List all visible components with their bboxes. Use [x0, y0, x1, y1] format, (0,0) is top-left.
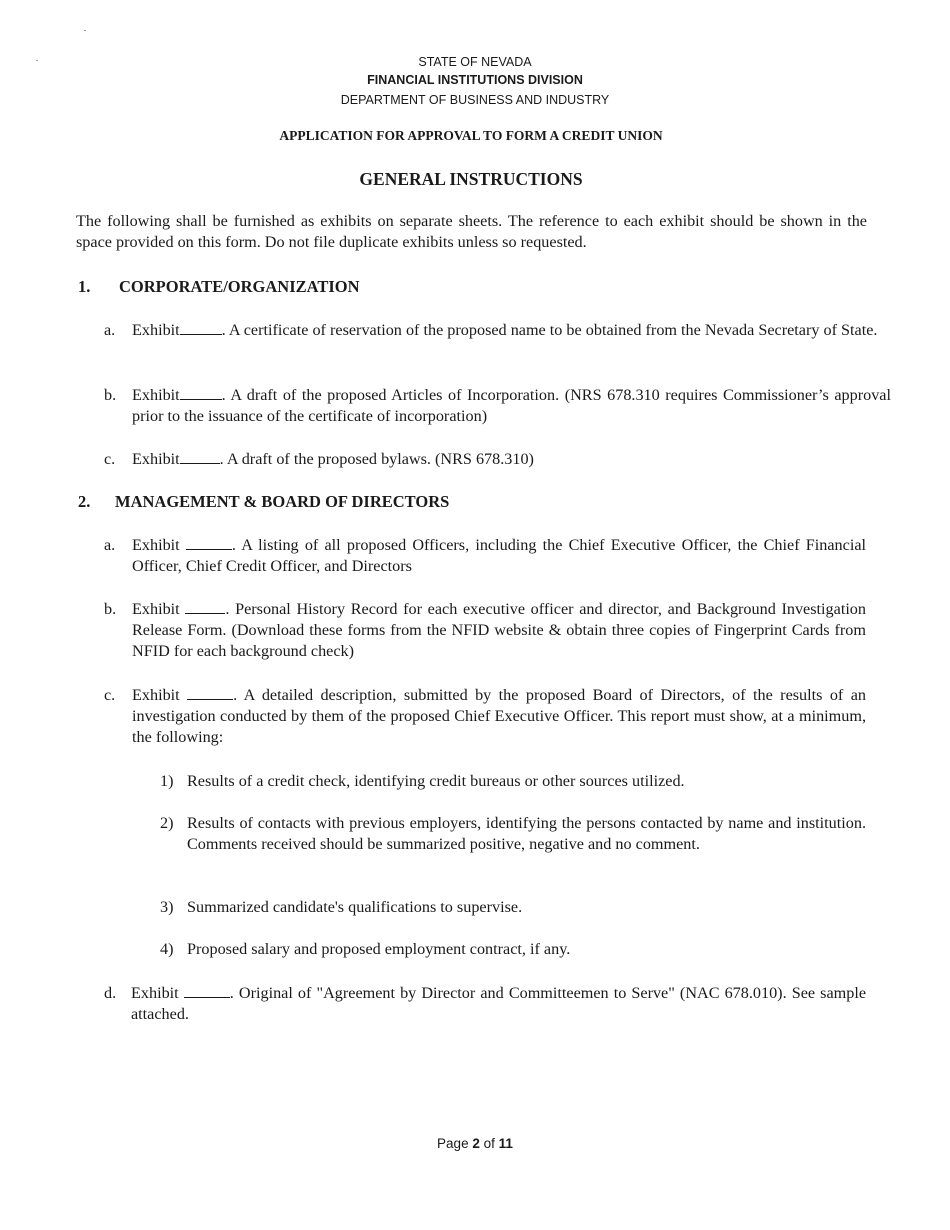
exhibit-word: Exhibit: [132, 536, 180, 554]
item-label: b.: [104, 600, 117, 618]
subitem-label: 1): [160, 772, 174, 790]
item-description: . A certificate of reservation of the proposed name to be obtained from the Nevada Secretary of State.: [221, 321, 878, 339]
item-description: . Personal History Record for each executive officer and director, and Background Investigation Release Form. (Download these forms from the NFID website & obtain three copies of Fingerprint Cards from NFID for each background check): [132, 600, 866, 660]
subitem-text: Results of contacts with previous employers, identifying the persons contacted by name and institution. Comments received should be summarized positive, negative and no comment.: [187, 814, 866, 853]
list-item: [160, 813, 866, 879]
subitem-text: Summarized candidate's qualifications to supervise.: [187, 898, 523, 916]
page-word: Page: [437, 1136, 469, 1151]
item-description: . A listing of all proposed Officers, including the Chief Executive Officer, the Chief Financial Officer, Chief Credit Officer, and Directors: [132, 536, 866, 575]
item-label: a.: [104, 536, 116, 554]
exhibit-number-field[interactable]: [180, 386, 222, 400]
item-label: c.: [104, 450, 116, 468]
exhibit-item: [104, 983, 866, 1027]
exhibit-item: [104, 599, 866, 665]
exhibit-number-field[interactable]: [186, 536, 232, 550]
exhibit-number-field[interactable]: [187, 686, 233, 700]
exhibit-number-field[interactable]: [184, 984, 230, 998]
list-item: [160, 939, 866, 961]
exhibit-word: Exhibit: [132, 321, 180, 339]
item-text: [132, 599, 866, 662]
item-text: [132, 385, 891, 427]
section-title-text: CORPORATE/ORGANIZATION: [119, 277, 360, 296]
header-division: FINANCIAL INSTITUTIONS DIVISION: [367, 73, 583, 87]
page-number: [0, 1136, 950, 1151]
item-description: . Original of "Agreement by Director and Committeemen to Serve" (NAC 678.010). See sample attached.: [131, 984, 867, 1023]
subitem-text: Results of a credit check, identifying credit bureaus or other sources utilized.: [187, 772, 685, 790]
item-label: a.: [104, 321, 116, 339]
item-text: [132, 320, 891, 341]
exhibit-word: Exhibit: [132, 600, 180, 618]
subitem-label: 3): [160, 898, 174, 916]
section-title: GENERAL INSTRUCTIONS: [359, 169, 583, 189]
item-label: d.: [104, 984, 117, 1002]
section-number: 1.: [78, 277, 91, 296]
item-text: [131, 983, 866, 1025]
page-total: 11: [498, 1136, 513, 1151]
item-text: [132, 535, 866, 577]
item-label: c.: [104, 686, 116, 704]
exhibit-item: [104, 385, 891, 429]
section-heading: [78, 277, 478, 299]
subitem-text: Proposed salary and proposed employment contract, if any.: [187, 940, 571, 958]
intro-paragraph: The following shall be furnished as exhibits on separate sheets. The reference to each exhibit should be shown in the space provided on this form. Do not file duplicate exhibits unless so requested.: [76, 212, 867, 251]
exhibit-word: Exhibit: [132, 686, 180, 704]
exhibit-word: Exhibit: [132, 386, 180, 404]
section-heading: [78, 492, 578, 514]
exhibit-item: [104, 535, 866, 579]
list-item: [160, 897, 866, 919]
item-description: . A draft of the proposed bylaws. (NRS 678.310): [219, 450, 534, 468]
list-item: [160, 771, 866, 793]
exhibit-word: Exhibit: [131, 984, 179, 1002]
item-text: [132, 685, 866, 748]
scan-speck: [84, 30, 86, 31]
section-title-text: MANAGEMENT & BOARD OF DIRECTORS: [115, 492, 450, 511]
exhibit-item: [104, 685, 866, 751]
exhibit-item: [104, 449, 891, 471]
item-text: [132, 449, 891, 470]
exhibit-number-field[interactable]: [180, 450, 220, 464]
header-state: STATE OF NEVADA: [418, 55, 532, 69]
item-description: . A draft of the proposed Articles of Incorporation. (NRS 678.310 requires Commissioner’s approval prior to the issuance of the certificate of incorporation): [132, 386, 891, 425]
item-label: b.: [104, 386, 117, 404]
exhibit-number-field[interactable]: [185, 600, 225, 614]
exhibit-item: [104, 320, 891, 364]
exhibit-word: Exhibit: [132, 450, 180, 468]
header-department: DEPARTMENT OF BUSINESS AND INDUSTRY: [340, 93, 610, 107]
item-description: . A detailed description, submitted by the proposed Board of Directors, of the results of an investigation conducted by them of the proposed Chief Executive Officer. This report must show, at a minimum, the following:: [132, 686, 867, 746]
page-current: 2: [472, 1136, 480, 1151]
section-number: 2.: [78, 492, 91, 511]
page-of: of: [483, 1136, 495, 1151]
form-title: APPLICATION FOR APPROVAL TO FORM A CREDIT UNION: [279, 128, 663, 143]
subitem-label: 4): [160, 940, 174, 958]
subitem-label: 2): [160, 814, 174, 832]
exhibit-number-field[interactable]: [180, 321, 222, 335]
